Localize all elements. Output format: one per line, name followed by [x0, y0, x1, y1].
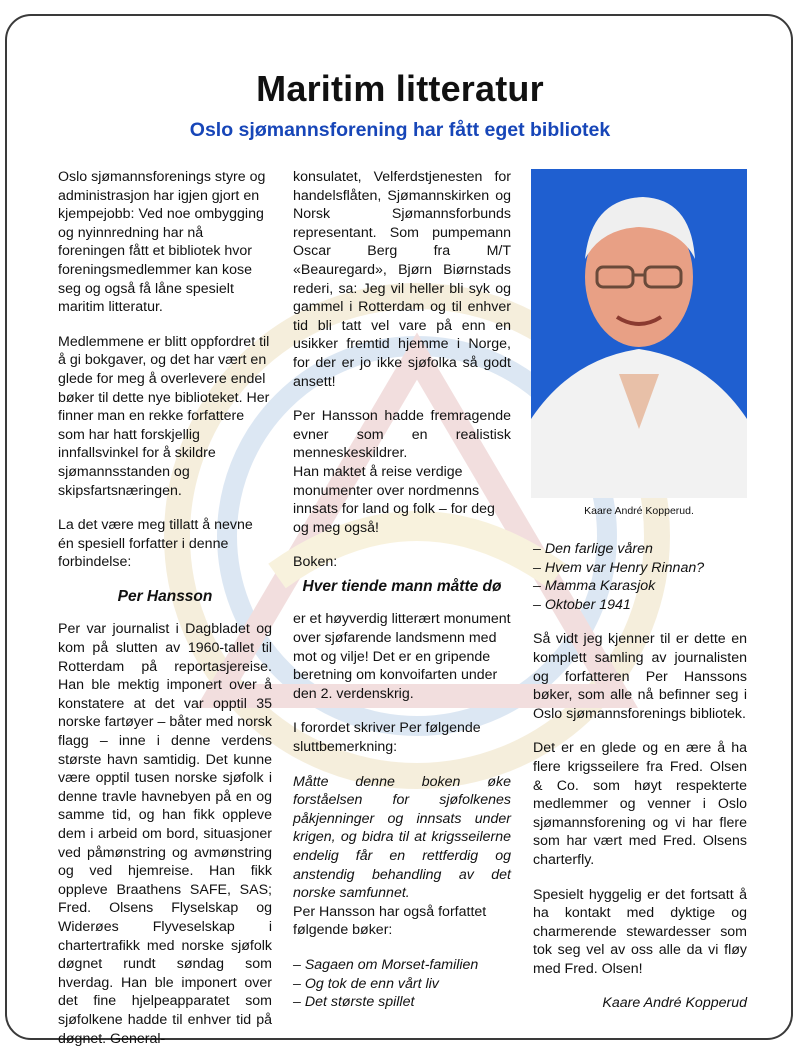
paragraph: konsulatet, Velferdstjenesten for handelsflåten, Sjømannskirken og Norsk Sjømannsforbunds representant. Som pumpemann Oscar Berg fra M/T «Beauregard», Bjørn Biørnstads rederi, sa: Jeg vil heller bli syk og gammel i Rotterdam og til enhver tid bli tatt vel vare på enn en usikker fremtid hjemme i Norge, for der er jo ikke sjøfolka så godt ansett! [293, 169, 511, 390]
paragraph: I forordet skriver Per følgende sluttbemerkning: [293, 720, 481, 756]
list-item: – Og tok de enn vårt liv [293, 975, 439, 992]
list-item: – Hvem var Henry Rinnan? [533, 559, 705, 576]
author-photo [531, 169, 747, 498]
list-item: – Oktober 1941 [533, 596, 631, 613]
quote: Måtte denne boken øke forståelsen for sjøfolkenes påkjenninger og innsats under krigen, og bidra til at krigsseilerne endelig får en rettferdig og anstendig behandling av det norske samfunnet. [293, 773, 511, 902]
paragraph: Boken: [293, 554, 338, 571]
paragraph: Oslo sjømannsforenings styre og administrasjon har igjen gjort en kjempejobb: Ved noe ombygging og nyinnredning har nå foreningen fått et bibliotek hvor foreningsmedlemmer kan kose seg og også få låne spesielt maritim litteratur. [58, 169, 266, 316]
paragraph: Det er en glede og en ære å ha flere krigsseilere fra Fred. Olsen & Co. som høyt respekterte medlemmer og venner i Oslo sjømannsforening og vi har flere som har vært med Fred. Olsens charterfly. [533, 740, 747, 868]
paragraph: Per Hansson har også forfattet følgende bøker: [293, 903, 487, 939]
column-2 [293, 168, 511, 1028]
list-item: – Mamma Karasjok [533, 578, 656, 595]
book-list [533, 540, 747, 614]
list-item: – Det største spillet [293, 994, 415, 1011]
article-title: Maritim litteratur [256, 68, 544, 109]
paragraph: Medlemmene er blitt oppfordret til å gi bokgaver, og det har vært en glede for meg å overlevere endel bøker til dette nye biblioteket. Her finner man en rekke forfattere som har hatt forskjellig innfallsvinkel for å skildre sjømannsstanden og skipsfartsnæringen. [58, 333, 270, 499]
list-item: – Sagaen om Morset-familien [293, 956, 479, 973]
photo-caption: Kaare André Kopperud. [584, 505, 694, 517]
paragraph: Så vidt jeg kjenner til er dette en komplett samling av journalisten og forfatteren Per Hanssons bøker, som alle nå befinner seg i Oslo sjømannsforenings bibliotek. [533, 631, 747, 722]
paragraph: er et høyverdig litterært monument over sjøfarende landsmenn med mot og vilje! Det er en gripende beretning om konvoifarten under den 2. verdenskrig. [293, 611, 511, 702]
book-list [293, 956, 511, 1012]
paragraph: Spesielt hyggelig er det fortsatt å ha kontakt med dyktige og charmerende stewardesser som tok seg vel av oss alle da vi fløy med Fred. Olsen! [533, 886, 747, 977]
article-subtitle: Oslo sjømannsforening har fått eget bibliotek [189, 119, 611, 141]
paragraph: Per Hansson hadde fremragende evner som en realistisk menneskeskildrer. [293, 408, 511, 462]
column-1 [58, 168, 272, 1064]
paragraph: Han maktet å reise verdige monumenter over nordmenns innsats for land og folk – for deg og meg også! [293, 463, 495, 536]
portrait-image [531, 169, 747, 498]
list-item: – Den farlige våren [533, 541, 653, 557]
section-heading-per-hansson: Per Hansson [117, 587, 213, 605]
section-heading-book-title: Hver tiende mann måtte dø [302, 577, 502, 595]
column-3 [533, 540, 747, 1013]
paragraph: Per var journalist i Dagbladet og kom på slutten av 1960-tallet til Rotterdam på reportasjereise. Han ble mektig imponert over å konstatere at det var opptil 35 norske fartøyer – båter med norsk flagg – inne i denne verdens største havn samtidig. Det kunne være opptil tusen norske sjøfolk i denne travle havnebyen på en og samme tid, og han fikk oppleve dem i arbeid om bord, situasjoner ved påmønstring og avmønstring og ved hjemreise. Han fikk oppleve Braathens SAFE, SAS; Fred. Olsens Flyselskap og Widerøes Flyveselskap i chartertrafikk med norske sjøfolk døgnet rundt søndag som hverdag. Han ble imponert over det fine hjelpeapparatet som sjøfolkene hadde til enhver tid på døgnet. General- [58, 621, 272, 1047]
author-signature: Kaare André Kopperud [602, 995, 747, 1012]
paragraph: La det være meg tillatt å nevne én spesiell forfatter i denne forbindelse: [58, 517, 253, 571]
